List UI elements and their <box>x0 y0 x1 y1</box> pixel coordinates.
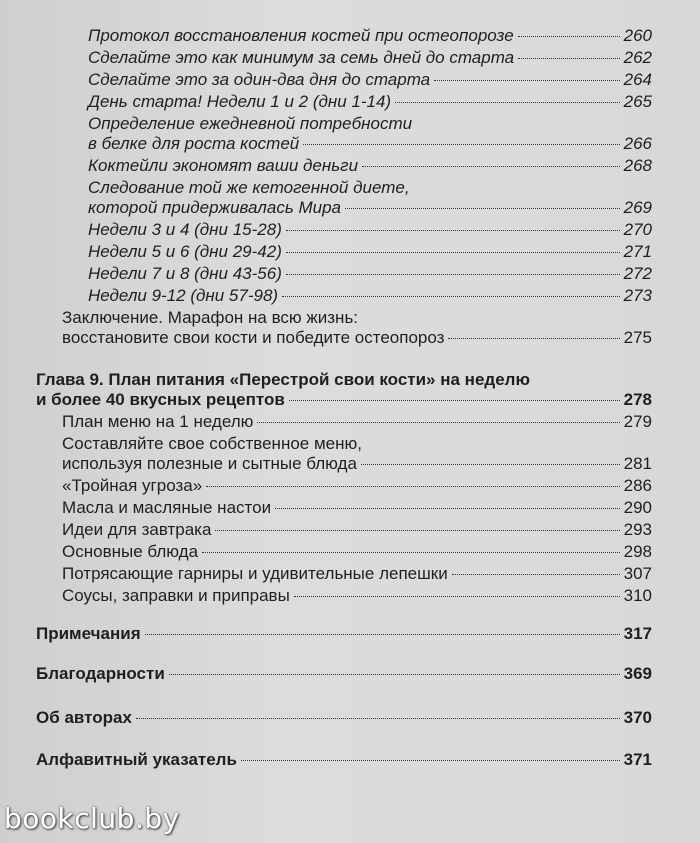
leader-dots <box>215 530 619 531</box>
section-page: 310 <box>623 586 652 605</box>
section-page: 279 <box>623 412 652 431</box>
toc-entry-page: 266 <box>623 134 652 153</box>
leader-dots <box>145 634 620 635</box>
toc-entry <box>88 134 652 154</box>
toc-entry-page: 262 <box>623 48 652 67</box>
leader-dots <box>206 486 619 487</box>
section-page: 281 <box>623 454 652 473</box>
conclusion-title-line1: Заключение. Марафон на всю жизнь: <box>62 308 359 327</box>
backmatter-page: 371 <box>623 750 652 769</box>
leader-dots <box>518 36 620 37</box>
toc-entry-title-line1: Определение ежедневной потребности <box>88 114 413 133</box>
leader-dots <box>286 230 620 231</box>
toc-entry-page: 270 <box>623 220 652 239</box>
toc-entry <box>88 26 652 46</box>
section-page: 307 <box>623 564 652 583</box>
toc-entry <box>88 48 652 68</box>
toc-entry-title: в белке для роста костей <box>88 134 300 153</box>
toc-entry-page: 260 <box>623 26 652 45</box>
leader-dots <box>286 274 620 275</box>
toc-entry-page: 273 <box>623 286 652 305</box>
toc-entry-title: которой придерживалась Мира <box>88 198 342 217</box>
toc-entry-title-line1: Следование той же кетогенной диете, <box>88 178 410 197</box>
leader-dots <box>241 760 620 761</box>
toc-entry-page: 264 <box>623 70 652 89</box>
backmatter-page: 317 <box>623 624 652 643</box>
toc-entry-page: 271 <box>623 242 652 261</box>
leader-dots <box>202 552 620 553</box>
toc-section <box>62 454 652 474</box>
toc-section <box>62 564 652 584</box>
toc-entry <box>88 220 652 240</box>
section-title: Идеи для завтрака <box>62 520 212 539</box>
toc-entry-page: 275 <box>623 328 652 347</box>
toc-entry-title: восстановите свои кости и победите остеопороз <box>62 328 445 347</box>
toc-entry-title: Сделайте это как минимум за семь дней до старта <box>88 48 515 67</box>
leader-dots <box>275 508 620 509</box>
toc-backmatter <box>36 750 652 770</box>
section-page: 286 <box>623 476 652 495</box>
toc-entry-title: Недели 9-12 (дни 57-98) <box>88 286 279 305</box>
leader-dots <box>434 80 620 81</box>
toc-backmatter <box>36 708 652 728</box>
section-title-line1: Составляйте свое собственное меню, <box>62 434 362 453</box>
leader-dots <box>286 252 620 253</box>
toc-entry-page: 265 <box>623 92 652 111</box>
toc-entry-title: Протокол восстановления костей при остеопорозе <box>88 26 514 45</box>
backmatter-page: 370 <box>623 708 652 727</box>
toc-entry <box>88 70 652 90</box>
chapter-title: и более 40 вкусных рецептов <box>36 390 285 409</box>
toc-section <box>62 476 652 496</box>
toc-entry-title: Сделайте это за один-два дня до старта <box>88 70 431 89</box>
leader-dots <box>282 296 620 297</box>
section-title: План меню на 1 неделю <box>62 412 254 431</box>
toc-entry-title: Недели 5 и 6 (дни 29-42) <box>88 242 282 261</box>
toc-section <box>62 542 652 562</box>
section-title: используя полезные и сытные блюда <box>62 454 357 473</box>
leader-dots <box>345 208 620 209</box>
toc-entry <box>88 198 652 218</box>
backmatter-title: Примечания <box>36 624 141 643</box>
toc-entry-title: Недели 3 и 4 (дни 15-28) <box>88 220 282 239</box>
toc-entry-title: Недели 7 и 8 (дни 43-56) <box>88 264 282 283</box>
section-page: 293 <box>623 520 652 539</box>
leader-dots <box>289 400 620 401</box>
toc-entry <box>88 286 652 306</box>
leader-dots <box>518 58 619 59</box>
leader-dots <box>169 674 620 675</box>
toc-section <box>62 520 652 540</box>
backmatter-title: Благодарности <box>36 664 165 683</box>
toc-entry <box>88 264 652 284</box>
toc-entry <box>88 92 652 112</box>
toc-entry-page: 268 <box>623 156 652 175</box>
toc-backmatter <box>36 624 652 644</box>
section-title: Масла и масляные настои <box>62 498 272 517</box>
section-page: 290 <box>623 498 652 517</box>
section-page: 298 <box>623 542 652 561</box>
backmatter-title: Об авторах <box>36 708 132 727</box>
backmatter-title: Алфавитный указатель <box>36 750 237 769</box>
leader-dots <box>136 718 620 719</box>
leader-dots <box>448 338 619 339</box>
leader-dots <box>257 422 619 423</box>
toc-backmatter <box>36 664 652 684</box>
leader-dots <box>361 464 620 465</box>
toc-entry-conclusion <box>62 328 652 348</box>
section-title: «Тройная угроза» <box>62 476 203 495</box>
toc-entry <box>88 156 652 176</box>
chapter-title-line1: Глава 9. План питания «Перестрой свои кости» на неделю <box>36 370 530 389</box>
toc-section <box>62 498 652 518</box>
toc-chapter <box>36 390 652 410</box>
chapter-page: 278 <box>623 390 652 409</box>
backmatter-page: 369 <box>623 664 652 683</box>
leader-dots <box>362 166 620 167</box>
toc-section <box>62 586 652 606</box>
leader-dots <box>452 574 620 575</box>
toc-entry <box>88 242 652 262</box>
toc-entry-title: Коктейли экономят ваши деньги <box>88 156 359 175</box>
watermark: bookclub.by <box>4 802 180 835</box>
section-title: Потрясающие гарниры и удивительные лепешки <box>62 564 448 583</box>
section-title: Основные блюда <box>62 542 199 561</box>
leader-dots <box>395 102 620 103</box>
toc-entry-title: День старта! Недели 1 и 2 (дни 1-14) <box>88 92 392 111</box>
section-title: Соусы, заправки и приправы <box>62 586 290 605</box>
leader-dots <box>294 596 620 597</box>
leader-dots <box>303 144 619 145</box>
toc-section <box>62 412 652 432</box>
toc-entry-page: 269 <box>623 198 652 217</box>
toc-entry-page: 272 <box>623 264 652 283</box>
